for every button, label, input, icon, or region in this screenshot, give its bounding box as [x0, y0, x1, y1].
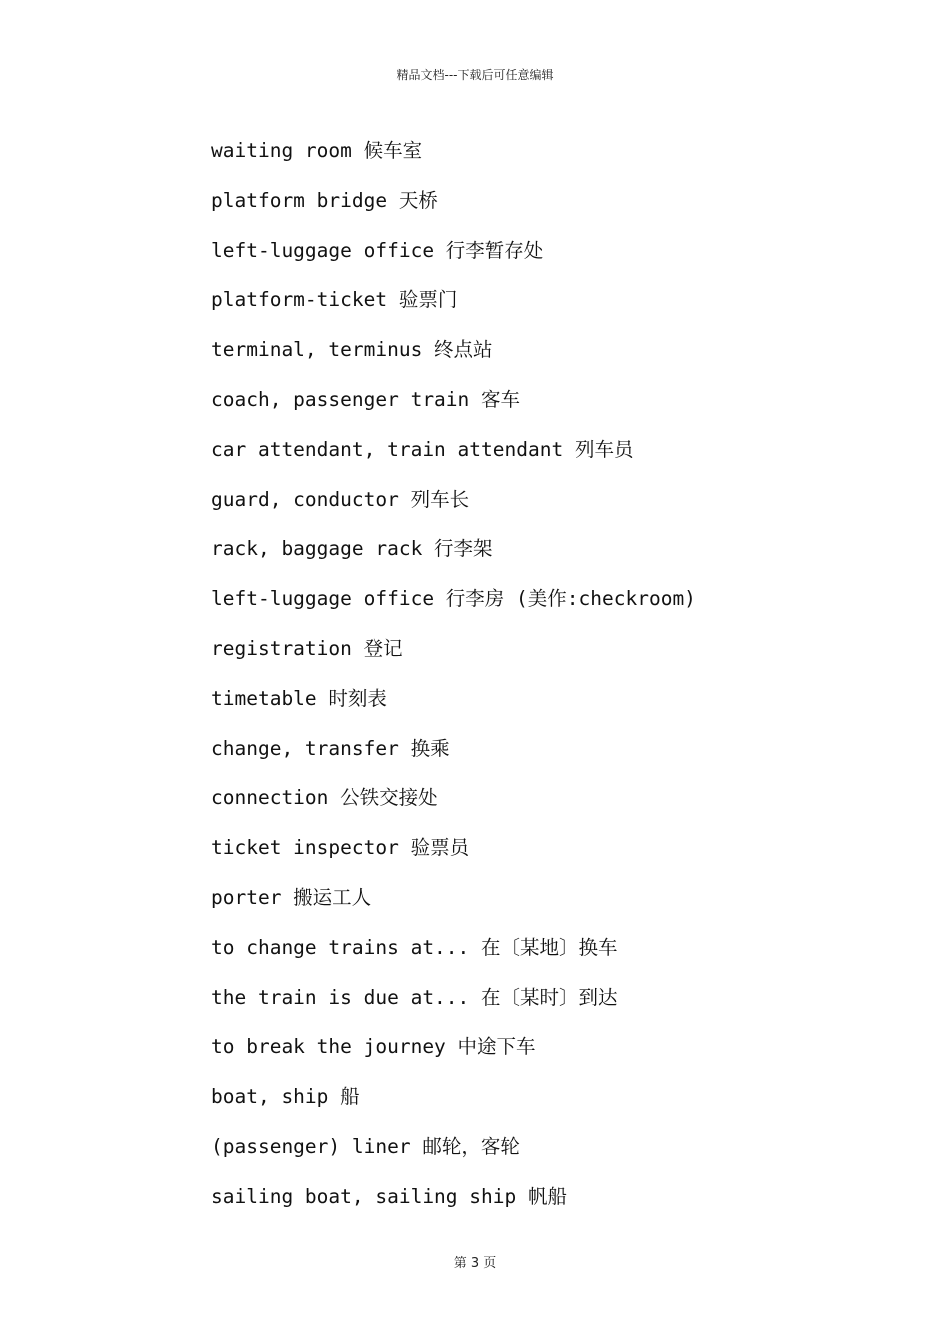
vocabulary-entry: car attendant, train attendant 列车员 [211, 437, 634, 461]
vocabulary-entry: left-luggage office 行李暂存处 [211, 238, 544, 262]
vocabulary-list [211, 134, 911, 1230]
vocabulary-entry: rack, baggage rack 行李架 [211, 537, 493, 561]
vocabulary-entry: to change trains at... 在〔某地〕换车 [211, 935, 618, 959]
vocabulary-entry: the train is due at... 在〔某时〕到达 [211, 985, 618, 1009]
page-header: 精品文档---下载后可任意编辑 [396, 68, 554, 82]
vocabulary-entry: registration 登记 [211, 636, 403, 660]
page-number: 第 3 页 [453, 1256, 497, 1271]
vocabulary-entry: timetable 时刻表 [211, 686, 387, 710]
vocabulary-entry: left-luggage office 行李房 (美作:checkroom) [211, 587, 696, 611]
vocabulary-entry: (passenger) liner 邮轮，客轮 [211, 1134, 520, 1158]
vocabulary-entry: platform bridge 天桥 [211, 188, 438, 212]
vocabulary-entry: porter 搬运工人 [211, 885, 372, 909]
vocabulary-entry: ticket inspector 验票员 [211, 836, 470, 860]
vocabulary-entry: waiting room 候车室 [211, 139, 423, 162]
vocabulary-entry: connection 公铁交接处 [211, 786, 438, 810]
vocabulary-entry: to break the journey 中途下车 [211, 1035, 536, 1059]
vocabulary-entry: guard, conductor 列车长 [211, 487, 470, 511]
vocabulary-entry: terminal, terminus 终点站 [211, 338, 493, 362]
vocabulary-entry: change, transfer 换乘 [211, 736, 450, 760]
vocabulary-entry: boat, ship 船 [211, 1085, 360, 1109]
vocabulary-entry: sailing boat, sailing ship 帆船 [211, 1184, 567, 1208]
vocabulary-entry: coach, passenger train 客车 [211, 387, 521, 411]
vocabulary-entry: platform-ticket 验票门 [211, 288, 458, 312]
